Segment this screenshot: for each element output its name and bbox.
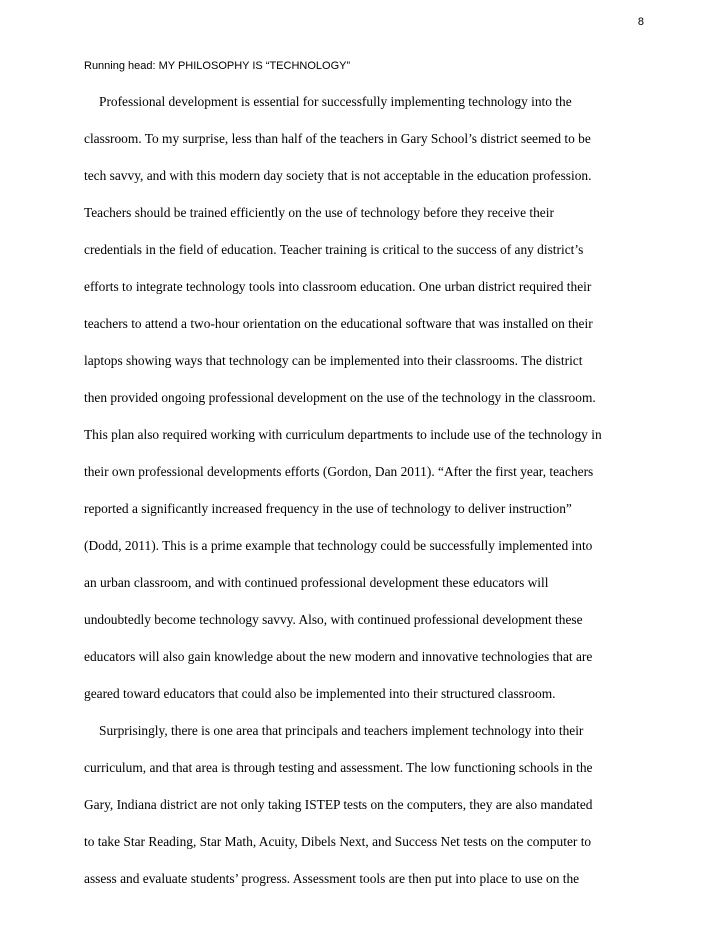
paragraph-line: classroom. To my surprise, less than half of the teachers in Gary School’s district seemed to be (84, 131, 591, 146)
page-number: 8 (637, 16, 644, 28)
paragraph-line: tech savvy, and with this modern day society that is not acceptable in the education profession. (84, 168, 592, 183)
paragraph-line: their own professional developments efforts (Gordon, Dan 2011). “After the first year, teachers (84, 464, 594, 479)
paragraph-1 (84, 83, 684, 712)
paragraph-line: an urban classroom, and with continued professional development these educators will (84, 575, 549, 590)
paragraph-line: laptops showing ways that technology can be implemented into their classrooms. The district (84, 353, 583, 368)
paragraph-line: then provided ongoing professional development on the use of the technology in the classroom. (84, 390, 596, 405)
paragraph-line: assess and evaluate students’ progress. Assessment tools are then put into place to use on the (84, 871, 580, 886)
paragraph-line: Professional development is essential for successfully implementing technology into the (99, 94, 572, 109)
paragraph-line: Gary, Indiana district are not only taking ISTEP tests on the computers, they are also mandated (84, 797, 593, 812)
paragraph-line: This plan also required working with curriculum departments to include use of the technology in (84, 427, 602, 442)
paragraph-line: educators will also gain knowledge about the new modern and innovative technologies that are (84, 649, 593, 664)
body-text (84, 83, 684, 897)
running-head: Running head: MY PHILOSOPHY IS “TECHNOLOGY” (84, 60, 351, 72)
paragraph-line: efforts to integrate technology tools into classroom education. One urban district required their (84, 279, 592, 294)
paragraph-line: geared toward educators that could also be implemented into their structured classroom. (84, 686, 556, 701)
paragraph-line: reported a significantly increased frequency in the use of technology to deliver instruction” (84, 501, 572, 516)
paragraph-2 (84, 712, 684, 897)
paragraph-line: Teachers should be trained efficiently on the use of technology before they receive their (84, 205, 554, 220)
paragraph-line: (Dodd, 2011). This is a prime example that technology could be successfully implemented into (84, 538, 593, 553)
paragraph-line: curriculum, and that area is through testing and assessment. The low functioning schools in the (84, 760, 593, 775)
paragraph-line: undoubtedly become technology savvy. Also, with continued professional development these (84, 612, 583, 627)
paragraph-line: credentials in the field of education. Teacher training is critical to the success of any district’s (84, 242, 584, 257)
paragraph-line: Surprisingly, there is one area that principals and teachers implement technology into their (99, 723, 584, 738)
paragraph-line: teachers to attend a two-hour orientation on the educational software that was installed on their (84, 316, 593, 331)
paragraph-line: to take Star Reading, Star Math, Acuity, Dibels Next, and Success Net tests on the computer to (84, 834, 592, 849)
